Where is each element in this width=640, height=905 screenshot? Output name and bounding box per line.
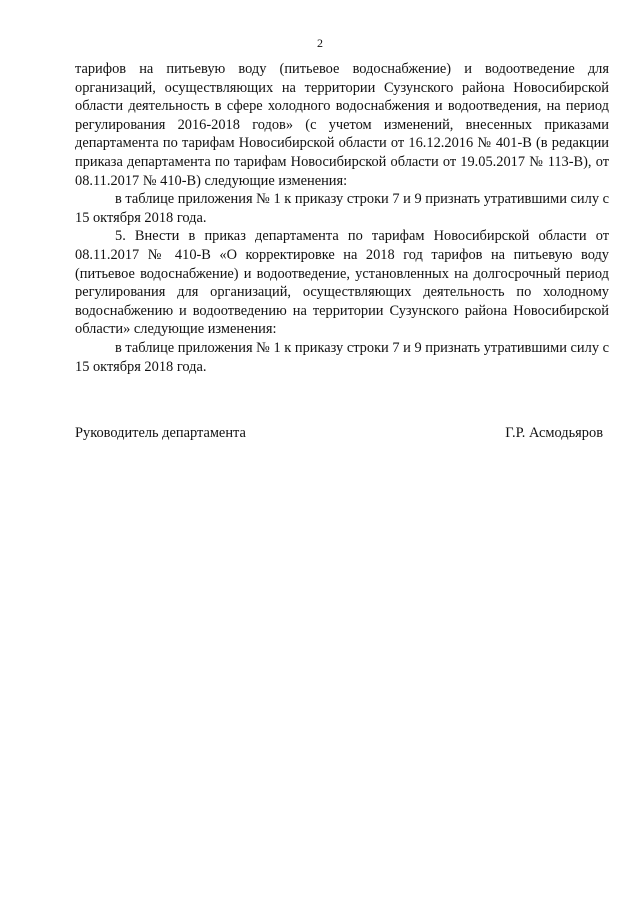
signatory-position: Руководитель департамента [75,425,246,441]
signature-block [75,424,603,442]
page-number: 2 [317,36,323,50]
paragraph-item-5: 5. Внести в приказ департамента по тарифам Новосибирской области от 08.11.2017 № 410-В «О корректировке на 2018 год тарифов на питьевую воду (питьевое водоснабжение) и водоотведение, установленных на долгосрочный период регулирования для организаций, осуществляющих деятельность по холодному водоснабжению и водоотведению на территории Сузунского района Новосибирской области» следующие изменения: [75,228,609,338]
paragraph-continuation: тарифов на питьевую воду (питьевое водоснабжение) и водоотведение для организаций, осуществляющих на территории Сузунского района Новосибирской области деятельность в сфере холодного водоснабжения и водоотведения, на период регулирования 2016-2018 годов» (с учетом изменений, внесенных приказами департамента по тарифам Новосибирской области от 16.12.2016 № 401-В (в редакции приказа департамента по тарифам Новосибирской области от 19.05.2017 № 113-В), от 08.11.2017 № 410-В) следующие изменения: [75,61,609,189]
paragraph-table-change-1: в таблице приложения № 1 к приказу строки 7 и 9 признать утратившими силу с 15 октября 2018 года. [75,191,609,226]
paragraph-table-change-2: в таблице приложения № 1 к приказу строки 7 и 9 признать утратившими силу с 15 октября 2018 года. [75,339,609,375]
document-body [75,60,609,376]
signatory-name: Г.Р. Асмодьяров [505,425,603,441]
